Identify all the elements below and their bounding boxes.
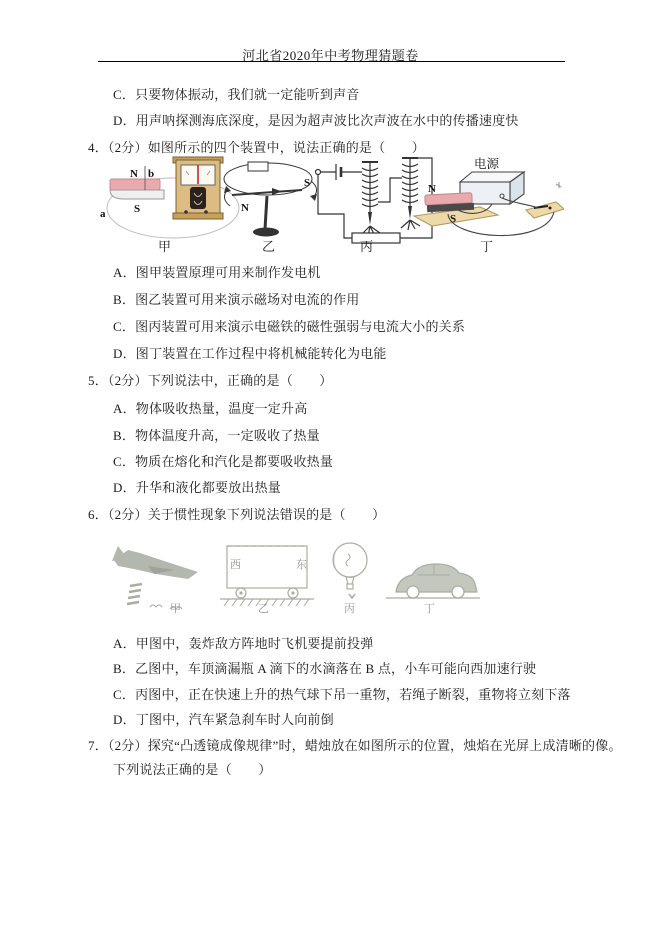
option-line: D．丁图中，汽车紧急刹车时人向前倒: [113, 712, 334, 727]
question-7-stem-continued: 下列说法正确的是（ ）: [113, 762, 272, 777]
label-n-pole: N: [241, 202, 249, 214]
option-line: A．甲图中，轰炸敌方阵地时飞机要提前投弹: [113, 636, 374, 651]
figure-label-bing: 丙: [360, 239, 374, 254]
option-line: B．图乙装置可用来演示磁场对电流的作用: [113, 292, 360, 307]
option-line: A．图甲装置原理可用来制作发电机: [113, 265, 321, 280]
label-s-pole: S: [304, 177, 311, 189]
figure-label-ding: 丁: [424, 603, 435, 615]
figure-bing-electromagnet: [316, 158, 433, 254]
label-s-pole: S: [134, 203, 141, 215]
label-n-pole: N: [130, 168, 138, 180]
figure-label-jia: 甲: [170, 603, 181, 615]
option-line: C．丙图中，正在快速上升的热气球下吊一重物，若绳子断裂，重物将立刻下落: [113, 687, 571, 702]
label-n-pole: N: [428, 183, 436, 195]
question-6-figure: [108, 532, 488, 617]
option-line: B．乙图中，车顶滴漏瓶 A 滴下的水滴落在 B 点，小车可能向西加速行驶: [113, 661, 537, 676]
figure-label-bing: 丙: [344, 603, 355, 615]
question-4-stem: 4．（2分）如图所示的四个装置中，说法正确的是（ ）: [88, 140, 425, 155]
option-line: D．升华和液化都要放出热量: [113, 480, 281, 495]
question-6-stem: 6．（2分）关于惯性现象下列说法错误的是（ ）: [88, 507, 386, 522]
header-rule: [98, 61, 565, 62]
sketch-balloon: [333, 543, 367, 615]
figure-ding-motor: [414, 156, 564, 254]
label-s-pole: S: [450, 213, 457, 225]
sketch-railcar: [220, 546, 314, 615]
label-wire-b: b: [148, 168, 155, 180]
question-7-stem: 7．（2分）探究“凸透镜成像规律”时，蜡烛放在如图所示的位置，烛焰在光屏上成清晰的像。: [88, 738, 622, 753]
option-line: B．物体温度升高，一定吸收了热量: [113, 428, 320, 443]
option-line: D．用声呐探测海底深度，是因为超声波比次声波在水中的传播速度快: [113, 113, 519, 128]
question-4-figure: [98, 152, 564, 254]
figure-label-ding: 丁: [480, 239, 494, 254]
option-line: C．图丙装置可用来演示电磁铁的磁性强弱与电流大小的关系: [113, 319, 466, 334]
option-line: C．只要物体振动，我们就一定能听到声音: [113, 87, 360, 102]
option-line: D．图丁装置在工作过程中将机械能转化为电能: [113, 346, 387, 361]
question-5-stem: 5．（2分）下列说法中，正确的是（ ）: [88, 373, 333, 388]
figure-label-jia: 甲: [158, 239, 172, 254]
galvanometer: [173, 157, 223, 219]
label-wire-a: a: [100, 208, 106, 220]
label-west: 西: [230, 559, 241, 571]
figure-label-yi: 乙: [258, 603, 269, 615]
figure-yi-compass: [224, 162, 317, 254]
sketch-car: [386, 564, 480, 615]
figure-jia-generator: [100, 157, 239, 254]
sketch-airplane: [112, 546, 198, 615]
option-line: A．物体吸收热量，温度一定升高: [113, 401, 308, 416]
page-header-title: 河北省2020年中考物理猜题卷: [242, 48, 419, 63]
option-line: C．物质在熔化和汽化是都要吸收热量: [113, 454, 334, 469]
label-power-supply: 电源: [474, 157, 500, 171]
label-east: 东: [296, 559, 307, 571]
figure-label-yi: 乙: [262, 239, 276, 254]
